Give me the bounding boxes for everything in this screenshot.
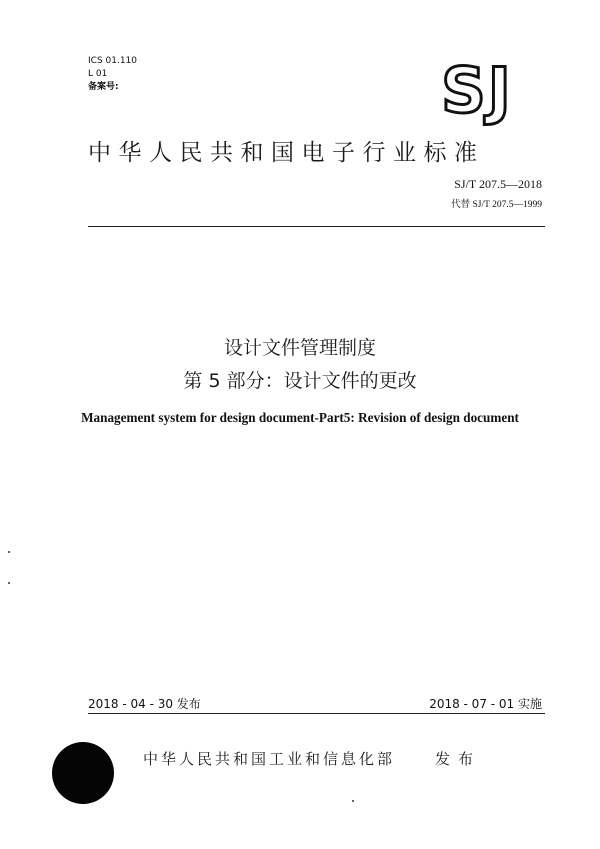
english-title: Management system for design document-Part5: Revision of design document — [81, 410, 519, 425]
ics-code: ICS 01.110 — [88, 56, 138, 66]
bottom-divider — [88, 713, 545, 714]
issue-date: 2018 - 04 - 30 发布 — [88, 697, 201, 711]
sj-logo: SJ — [441, 54, 513, 127]
scan-speck — [352, 800, 354, 802]
standard-number: SJ/T 207.5—2018 — [454, 177, 542, 191]
scan-speck — [8, 551, 10, 553]
implementation-date: 2018 - 07 - 01 实施 — [429, 697, 542, 711]
document-title: 设计文件管理制度 — [223, 337, 376, 359]
filing-number-label: 备案号: — [88, 82, 119, 92]
top-divider — [88, 226, 545, 227]
standard-category-title: 中华人民共和国电子行业标准 — [88, 140, 485, 166]
ccs-code: L 01 — [88, 69, 108, 79]
scan-speck — [8, 582, 10, 584]
replaces-standard: 代替 SJ/T 207.5—1999 — [451, 200, 542, 210]
issued-label: 发布 — [435, 750, 482, 768]
scan-blot — [52, 742, 114, 804]
issuing-authority: 中华人民共和国工业和信息化部 — [143, 750, 396, 768]
document-subtitle: 第 5 部分：设计文件的更改 — [183, 370, 417, 392]
